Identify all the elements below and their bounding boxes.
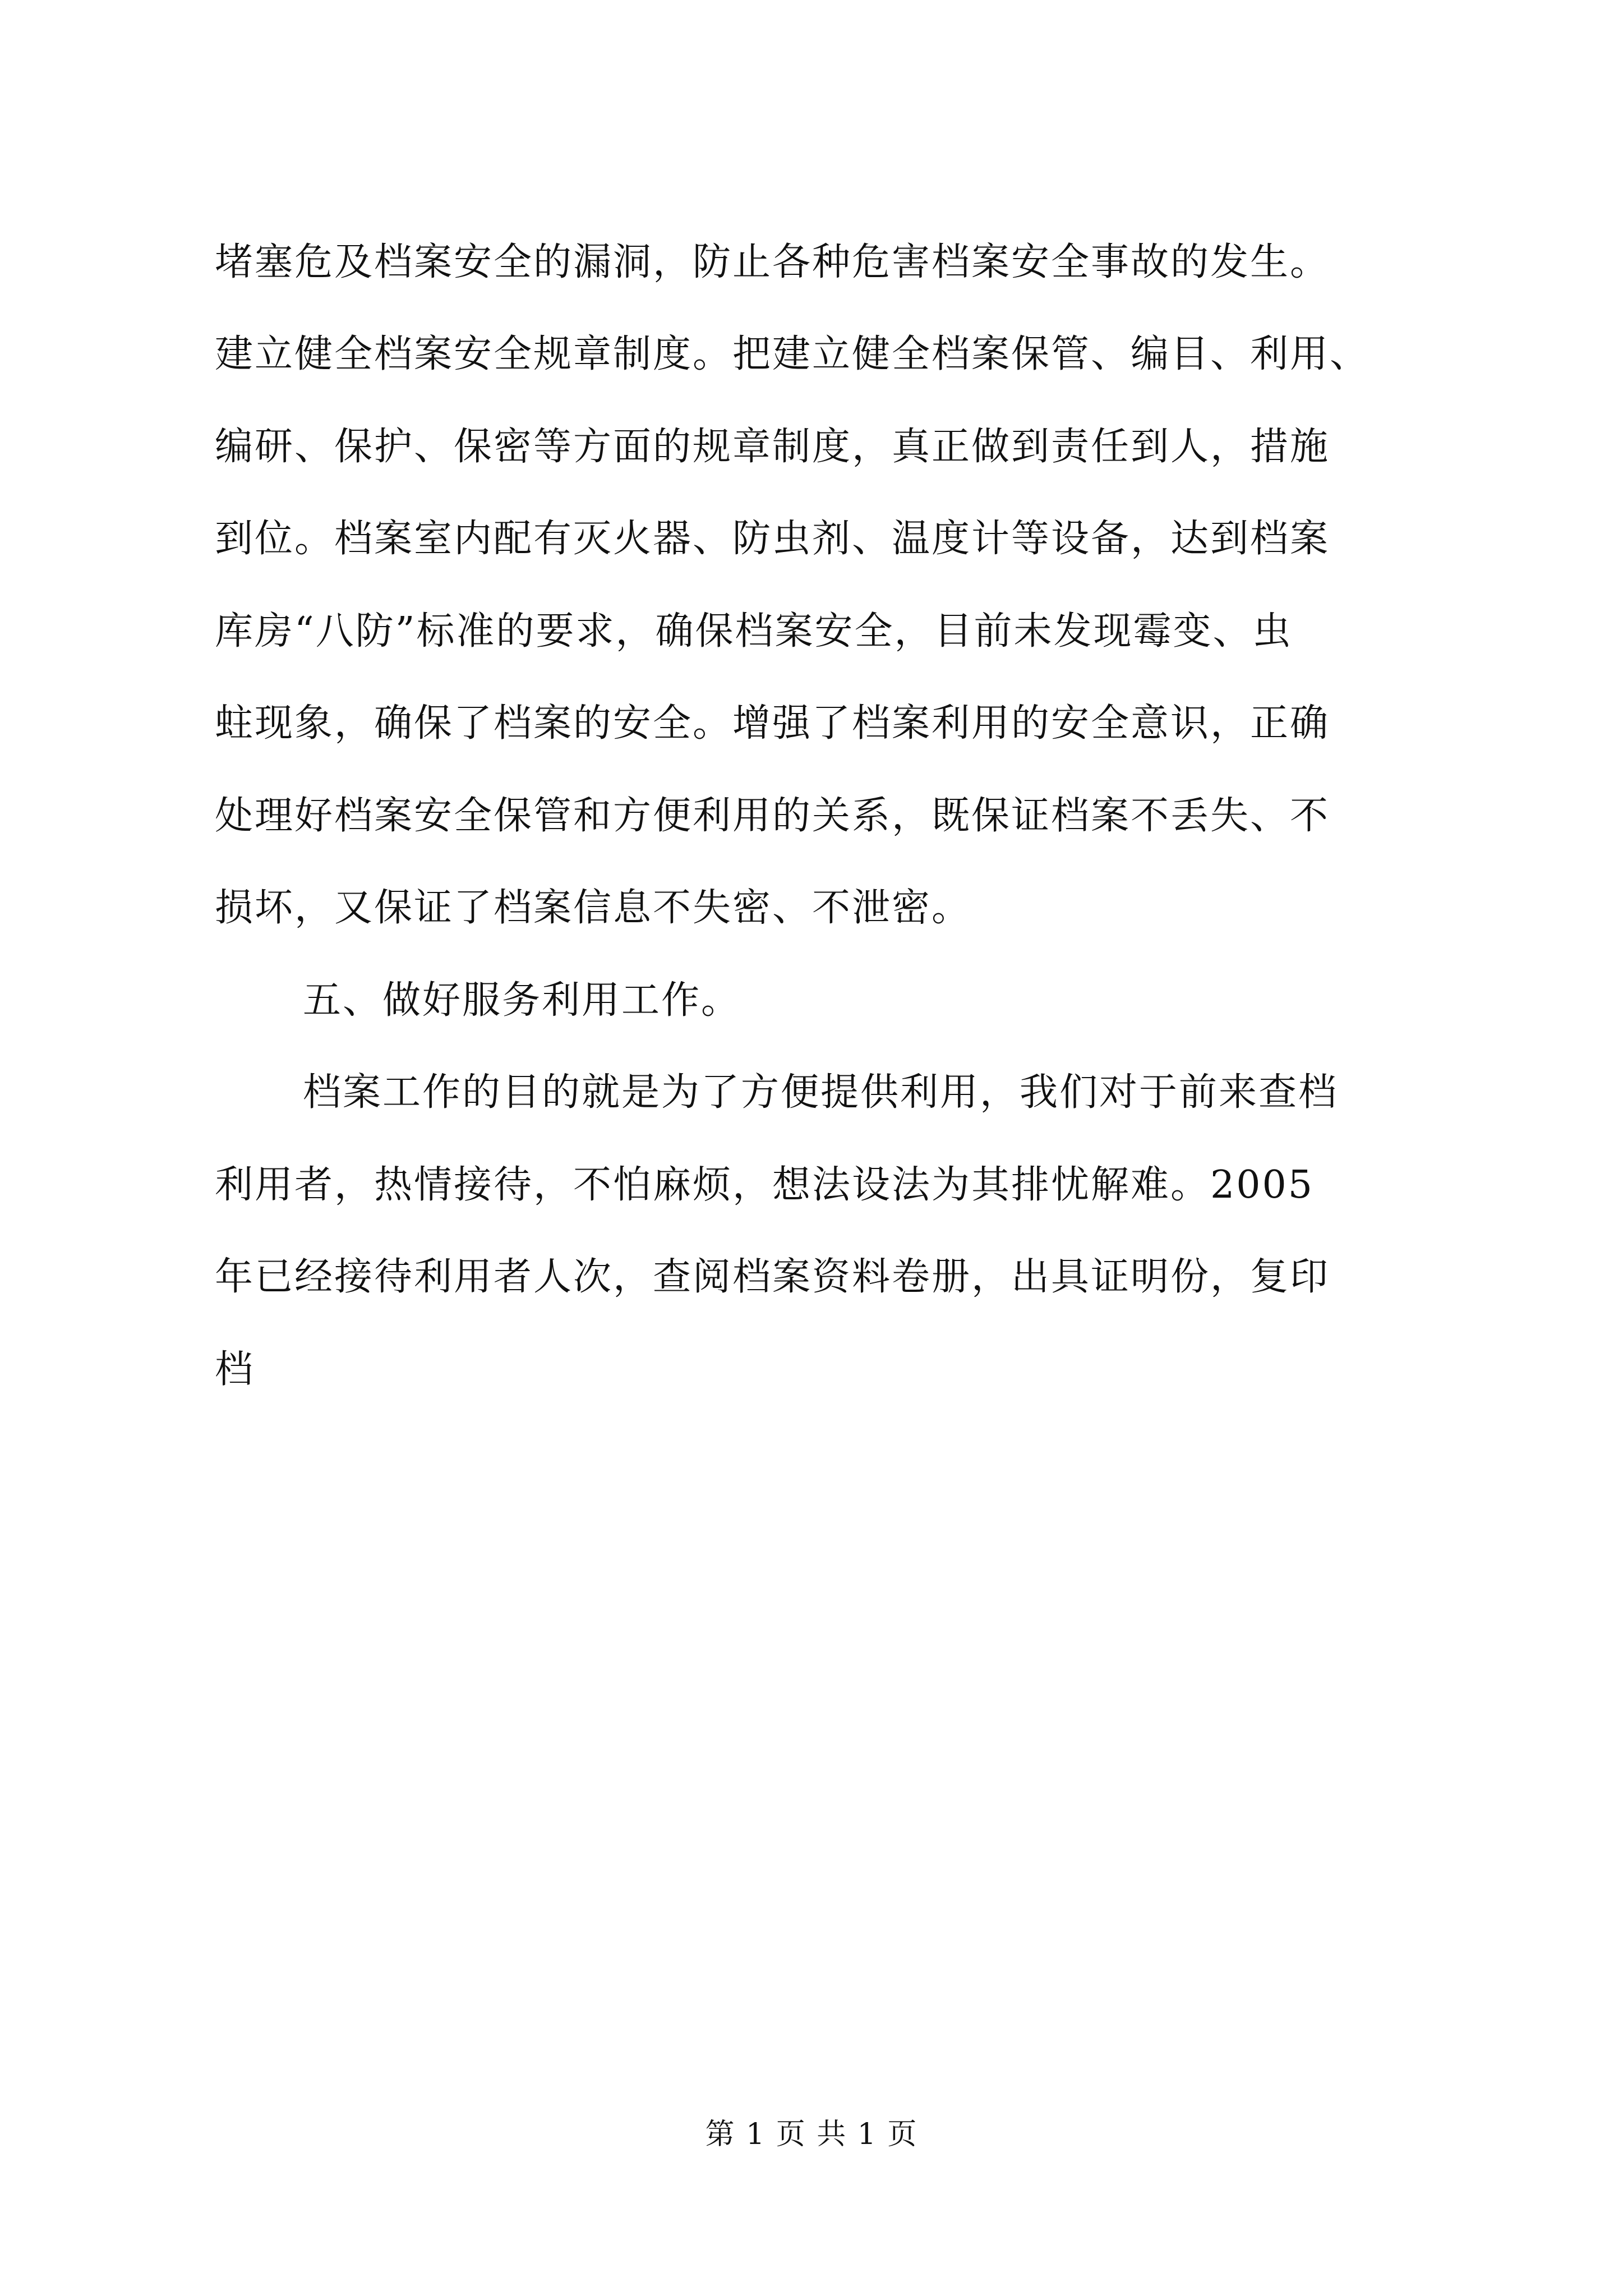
body-text-line: 年已经接待利用者人次，查阅档案资料卷册，出具证明份，复印 [215, 1255, 1330, 1299]
page-number-footer: 第 1 页 共 1 页 [705, 2118, 918, 2151]
body-text-line: 利用者，热情接待，不怕麻烦，想法设法为其排忧解难。2005 [215, 1163, 1315, 1207]
body-text-line: 到位。档案室内配有灭火器、防虫剂、温度计等设备，达到档案 [215, 517, 1330, 561]
body-text-line: 蛀现象，确保了档案的安全。增强了档案利用的安全意识，正确 [215, 701, 1330, 746]
body-text-line: 损坏，又保证了档案信息不失密、不泄密。 [215, 886, 972, 930]
section-heading: 五、做好服务利用工作。 [303, 978, 741, 1023]
paragraph-first-line: 档案工作的目的就是为了方便提供利用，我们对于前来查档 [303, 1070, 1339, 1115]
body-text-line: 编研、保护、保密等方面的规章制度，真正做到责任到人，措施 [215, 425, 1330, 469]
body-text-line: 堵塞危及档案安全的漏洞，防止各种危害档案安全事故的发生。 [215, 240, 1330, 284]
body-text-line: 库房“八防”标准的要求，确保档案安全，目前未发现霉变、虫 [215, 609, 1293, 654]
body-text-line: 建立健全档案安全规章制度。把建立健全档案保管、编目、利用、 [215, 332, 1370, 376]
body-text-line: 处理好档案安全保管和方便利用的关系，既保证档案不丢失、不 [215, 794, 1330, 838]
body-text-line: 档 [215, 1347, 255, 1392]
